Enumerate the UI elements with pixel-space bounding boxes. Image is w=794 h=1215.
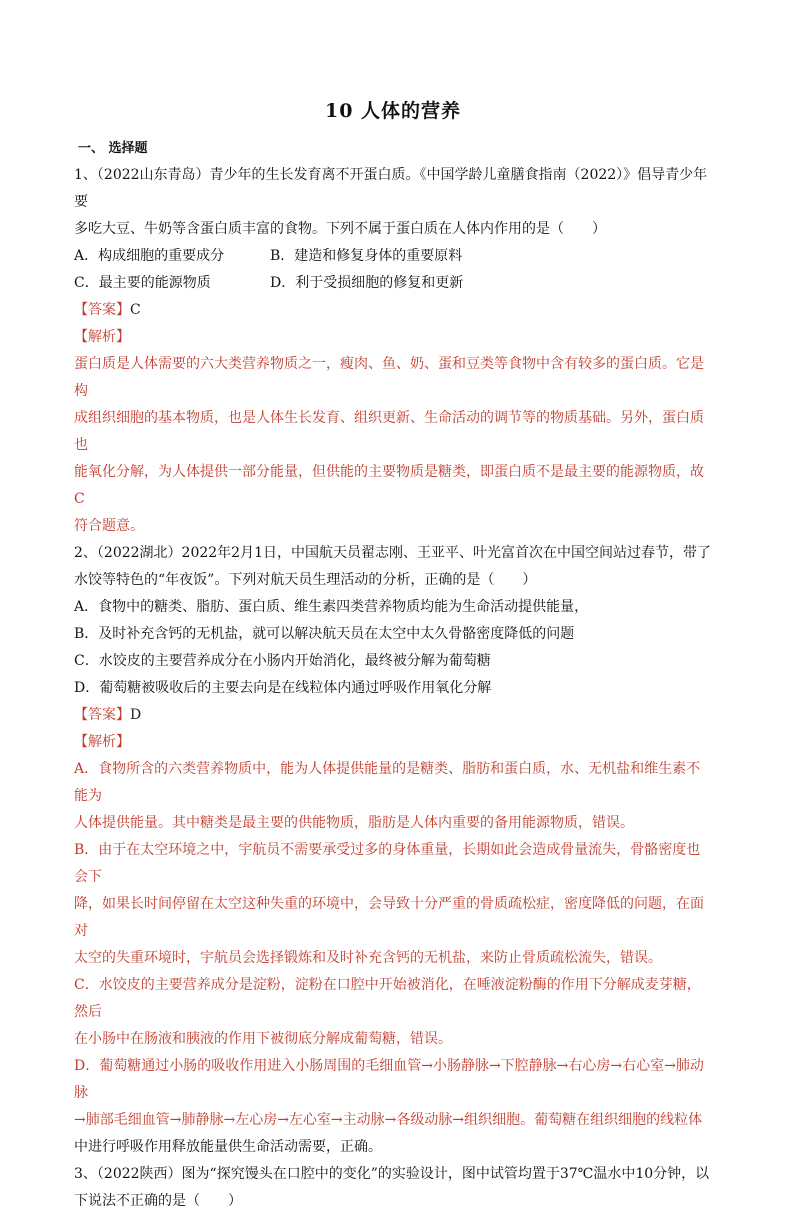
- option-row: [74, 270, 712, 297]
- option-d: D．利于受损细胞的修复和更新: [270, 275, 464, 291]
- option-row: [74, 243, 712, 270]
- answer-value: D: [130, 707, 142, 723]
- question-1: [74, 162, 712, 540]
- answer-value: C: [130, 302, 141, 318]
- section-heading: 一、 选择题: [78, 141, 148, 156]
- answer-label: 【答案】: [74, 302, 130, 318]
- explanation-line: 中进行呼吸作用释放能量供生命活动需要，正确。: [74, 1139, 382, 1155]
- explanation-line: 符合题意。: [74, 518, 144, 534]
- explanation-line: D．葡萄糖通过小肠的吸收作用进入小肠周围的毛细血管→小肠静脉→下腔静脉→右心房→右心室→肺动脉: [74, 1058, 704, 1101]
- option-b: B．及时补充含钙的无机盐，就可以解决航天员在太空中太久骨骼密度降低的问题: [74, 626, 575, 642]
- question-3: [74, 1161, 712, 1215]
- explanation-label: 【解析】: [74, 734, 130, 750]
- page-title: 10 人体的营养: [324, 100, 462, 122]
- explanation-line: 能氧化分解，为人体提供一部分能量，但供能的主要物质是糖类，即蛋白质不是最主要的能源物质，故C: [74, 464, 704, 507]
- explanation-line: →肺部毛细血管→肺静脉→左心房→左心室→主动脉→各级动脉→组织细胞。葡萄糖在组织细胞的线粒体: [74, 1112, 703, 1128]
- option-a: A．食物中的糖类、脂肪、蛋白质、维生素四类营养物质均能为生命活动提供能量，: [74, 599, 589, 615]
- explanation-label: 【解析】: [74, 329, 130, 345]
- option-b: B．建造和修复身体的重要原料: [270, 248, 463, 264]
- explanation-line: C．水饺皮的主要营养成分是淀粉，淀粉在口腔中开始被消化，在唾液淀粉酶的作用下分解成麦芽糖，然后: [74, 977, 701, 1020]
- question-stem: 2、（2022湖北）2022年2月1日，中国航天员翟志刚、王亚平、叶光富首次在中国空间站过春节，带了: [74, 545, 711, 561]
- question-stem: 下说法不正确的是（ ）: [74, 1193, 242, 1209]
- question-stem: 多吃大豆、牛奶等含蛋白质丰富的食物。下列不属于蛋白质在人体内作用的是（ ）: [74, 221, 606, 237]
- explanation-line: 蛋白质是人体需要的六大类营养物质之一，瘦肉、鱼、奶、蛋和豆类等食物中含有较多的蛋白质。它是构: [74, 356, 704, 399]
- explanation: [74, 756, 712, 1161]
- option-c: C．最主要的能源物质: [74, 275, 211, 291]
- question-stem: 3、（2022陕西）图为“探究馒头在口腔中的变化”的实验设计，图中试管均置于37℃温水中10分钟，以: [74, 1166, 710, 1182]
- explanation-line: 太空的失重环境时，宇航员会选择锻炼和及时补充含钙的无机盐，来防止骨质疏松流失，错误。: [74, 950, 662, 966]
- explanation-line: 人体提供能量。其中糖类是最主要的供能物质，脂肪是人体内重要的备用能源物质，错误。: [74, 815, 634, 831]
- explanation-line: 成组织细胞的基本物质，也是人体生长发育、组织更新、生命活动的调节等的物质基础。另外，蛋白质也: [74, 410, 704, 453]
- explanation-line: A．食物所含的六类营养物质中，能为人体提供能量的是糖类、脂肪和蛋白质，水、无机盐和维生素不能为: [74, 761, 701, 804]
- answer-line: [74, 297, 712, 324]
- explanation-line: B．由于在太空环境之中，宇航员不需要承受过多的身体重量，长期如此会造成骨量流失，骨骼密度也会下: [74, 842, 701, 885]
- explanation: [74, 351, 712, 540]
- question-2: [74, 540, 712, 1161]
- question-stem: 1、（2022山东青岛）青少年的生长发育离不开蛋白质。《中国学龄儿童膳食指南（2022）》倡导青少年要: [74, 167, 708, 210]
- option-d: D．葡萄糖被吸收后的主要去向是在线粒体内通过呼吸作用氧化分解: [74, 680, 492, 696]
- answer-line: [74, 702, 712, 729]
- explanation-line: 在小肠中在肠液和胰液的作用下被彻底分解成葡萄糖，错误。: [74, 1031, 452, 1047]
- option-a: A．构成细胞的重要成分: [74, 248, 225, 264]
- option-c: C．水饺皮的主要营养成分在小肠内开始消化，最终被分解为葡萄糖: [74, 653, 491, 669]
- explanation-line: 降，如果长时间停留在太空这种失重的环境中，会导致十分严重的骨质疏松症，密度降低的问题，在面对: [74, 896, 704, 939]
- question-stem: 水饺等特色的“年夜饭”。下列对航天员生理活动的分析，正确的是（ ）: [74, 572, 537, 588]
- answer-label: 【答案】: [74, 707, 130, 723]
